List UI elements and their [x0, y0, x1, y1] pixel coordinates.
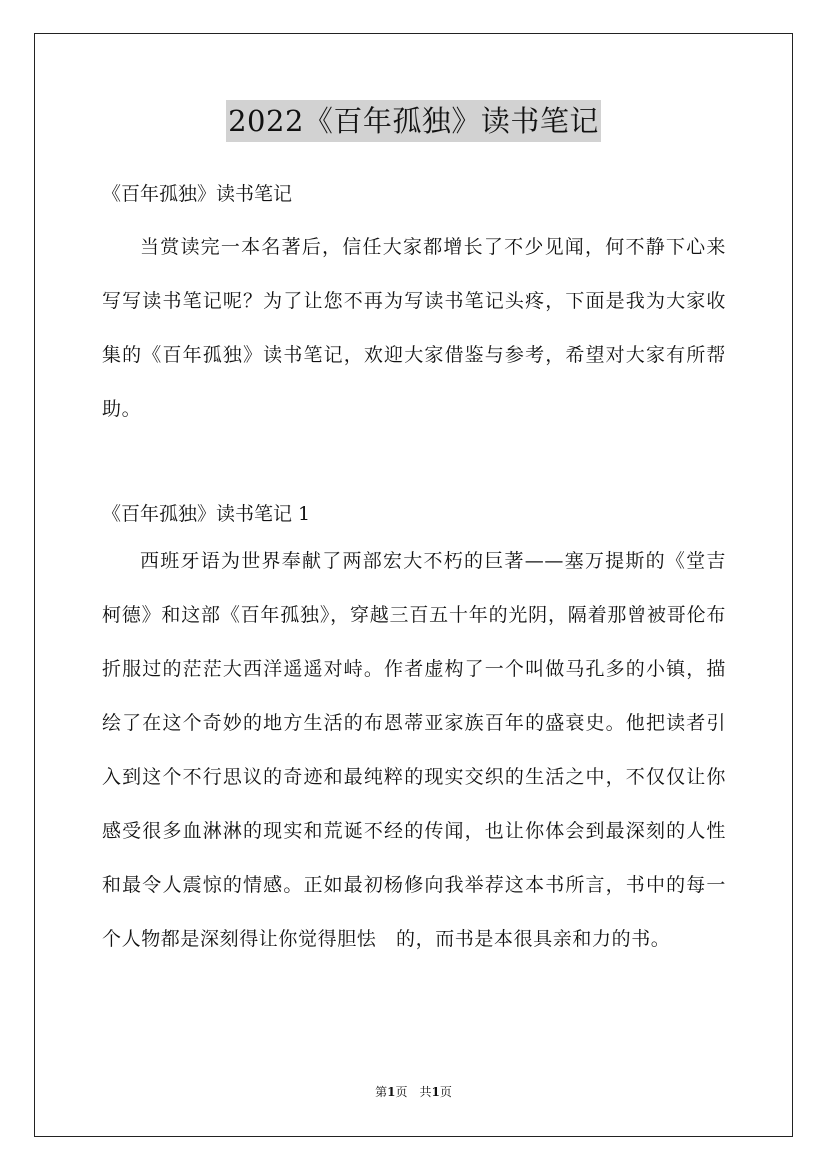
document-body — [102, 176, 726, 966]
section1-paragraph: 西班牙语为世界奉献了两部宏大不朽的巨著——塞万提斯的《堂吉柯德》和这部《百年孤独》，穿越三百五十年的光阴，隔着那曾被哥伦布折服过的茫茫大西洋遥遥对峙。作者虚构了一个叫做马孔多的小镇，描绘了在这个奇妙的地方生活的布恩蒂亚家族百年的盛衰史。他把读者引入到这个不行思议的奇迹和最纯粹的现实交织的生活之中，不仅仅让你感受很多血淋淋的现实和荒诞不经的传闻，也让你体会到最深刻的人性和最令人震惊的情感。正如最初杨修向我举荐这本书所言，书中的每一个人物都是深刻得让你觉得胆怯 的，而书是本很具亲和力的书。 — [102, 550, 726, 950]
footer-page-prefix: 第 — [375, 1085, 388, 1099]
footer-page-total: 1 — [431, 1085, 440, 1099]
footer-page-current: 1 — [387, 1085, 396, 1099]
document-title: 2022《百年孤独》读书笔记 — [226, 100, 601, 142]
title-wrap — [0, 100, 827, 142]
section1-heading: 《百年孤独》读书笔记 1 — [102, 503, 311, 525]
page-footer — [0, 1083, 827, 1101]
intro-paragraph: 当赏读完一本名著后，信任大家都增长了不少见闻，何不静下心来写写读书笔记呢？为了让您不再为写读书笔记头疼，下面是我为大家收集的《百年孤独》读书笔记，欢迎大家借鉴与参考，希望对大家有所帮助。 — [102, 236, 726, 420]
footer-page-mid: 页 共 — [395, 1085, 432, 1099]
intro-heading: 《百年孤独》读书笔记 — [102, 183, 293, 205]
footer-page-suffix: 页 — [439, 1085, 452, 1099]
